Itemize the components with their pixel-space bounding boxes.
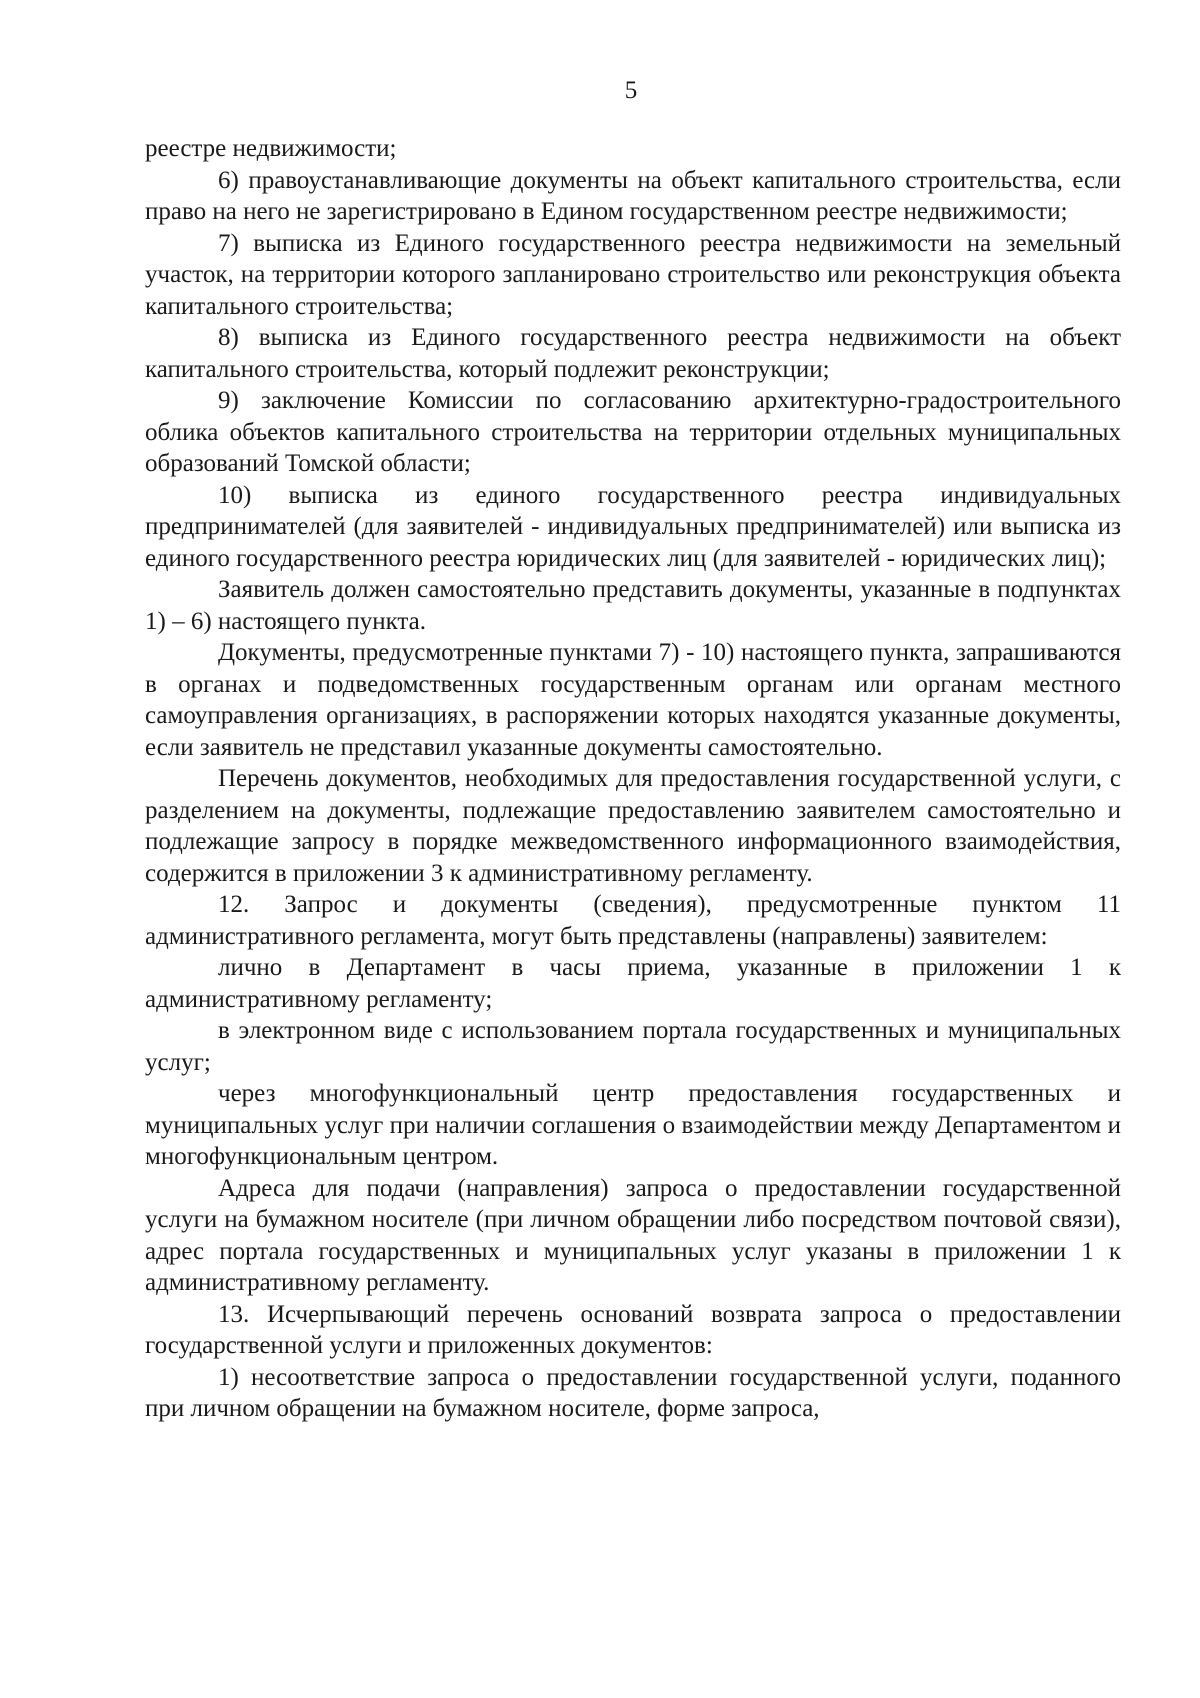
paragraph: 6) правоустанавливающие документы на объект капитального строительства, если право на него не зарегистрировано в Едином государственном реестре недвижимости; <box>145 166 1121 225</box>
paragraph: 8) выписка из Единого государственного реестра недвижимости на объект капитального строительства, который подлежит реконструкции; <box>145 324 1121 383</box>
paragraph: реестре недвижимости; <box>145 135 397 162</box>
paragraph: 7) выписка из Единого государственного реестра недвижимости на земельный участок, на территории которого запланировано строительство или реконструкция объекта капитального строительства; <box>145 229 1121 320</box>
document-body <box>145 133 1121 1425</box>
paragraph: 1) несоответствие запроса о предоставлении государственной услуги, поданного при личном обращении на бумажном носителе, форме запроса, <box>145 1363 1121 1422</box>
paragraph: в электронном виде с использованием портала государственных и муниципальных услуг; <box>145 1017 1121 1076</box>
paragraph: Заявитель должен самостоятельно представить документы, указанные в подпунктах 1) – 6) настоящего пункта. <box>145 576 1121 635</box>
paragraph: 13. Исчерпывающий перечень оснований возврата запроса о предоставлении государственной услуги и приложенных документов: <box>145 1300 1121 1359</box>
page-number: 5 <box>624 77 638 104</box>
paragraph: Адреса для подачи (направления) запроса о предоставлении государственной услуги на бумажном носителе (при личном обращении либо посредством почтовой связи), адрес портала государственных и муниципальных услуг указаны в приложении 1 к административному регламенту. <box>145 1174 1121 1296</box>
paragraph: 9) заключение Комиссии по согласованию архитектурно-градостроительного облика объектов капитального строительства на территории отдельных муниципальных образований Томской области; <box>145 387 1121 477</box>
paragraph: 10) выписка из единого государственного реестра индивидуальных предпринимателей (для заявителей - индивидуальных предпринимателей) или выписка из единого государственного реестра юридических лиц (для заявителей - юридических лиц); <box>145 481 1121 572</box>
paragraph: лично в Департамент в часы приема, указанные в приложении 1 к административному регламенту; <box>145 954 1121 1013</box>
paragraph: 12. Запрос и документы (сведения), предусмотренные пунктом 11 административного регламента, могут быть представлены (направлены) заявителем: <box>145 891 1121 950</box>
paragraph: Перечень документов, необходимых для предоставления государственной услуги, с разделением на документы, подлежащие предоставлению заявителем самостоятельно и подлежащие запросу в порядке межведомственного информационного взаимодействия, содержится в приложении 3 к административному регламенту. <box>145 765 1121 887</box>
paragraph: через многофункциональный центр предоставления государственных и муниципальных услуг при наличии соглашения о взаимодействии между Департаментом и многофункциональным центром. <box>145 1080 1121 1170</box>
paragraph: Документы, предусмотренные пунктами 7) - 10) настоящего пункта, запрашиваются в органах и подведомственных государственным органам или органам местного самоуправления организациях, в распоряжении которых находятся указанные документы, если заявитель не представил указанные документы самостоятельно. <box>145 639 1121 761</box>
